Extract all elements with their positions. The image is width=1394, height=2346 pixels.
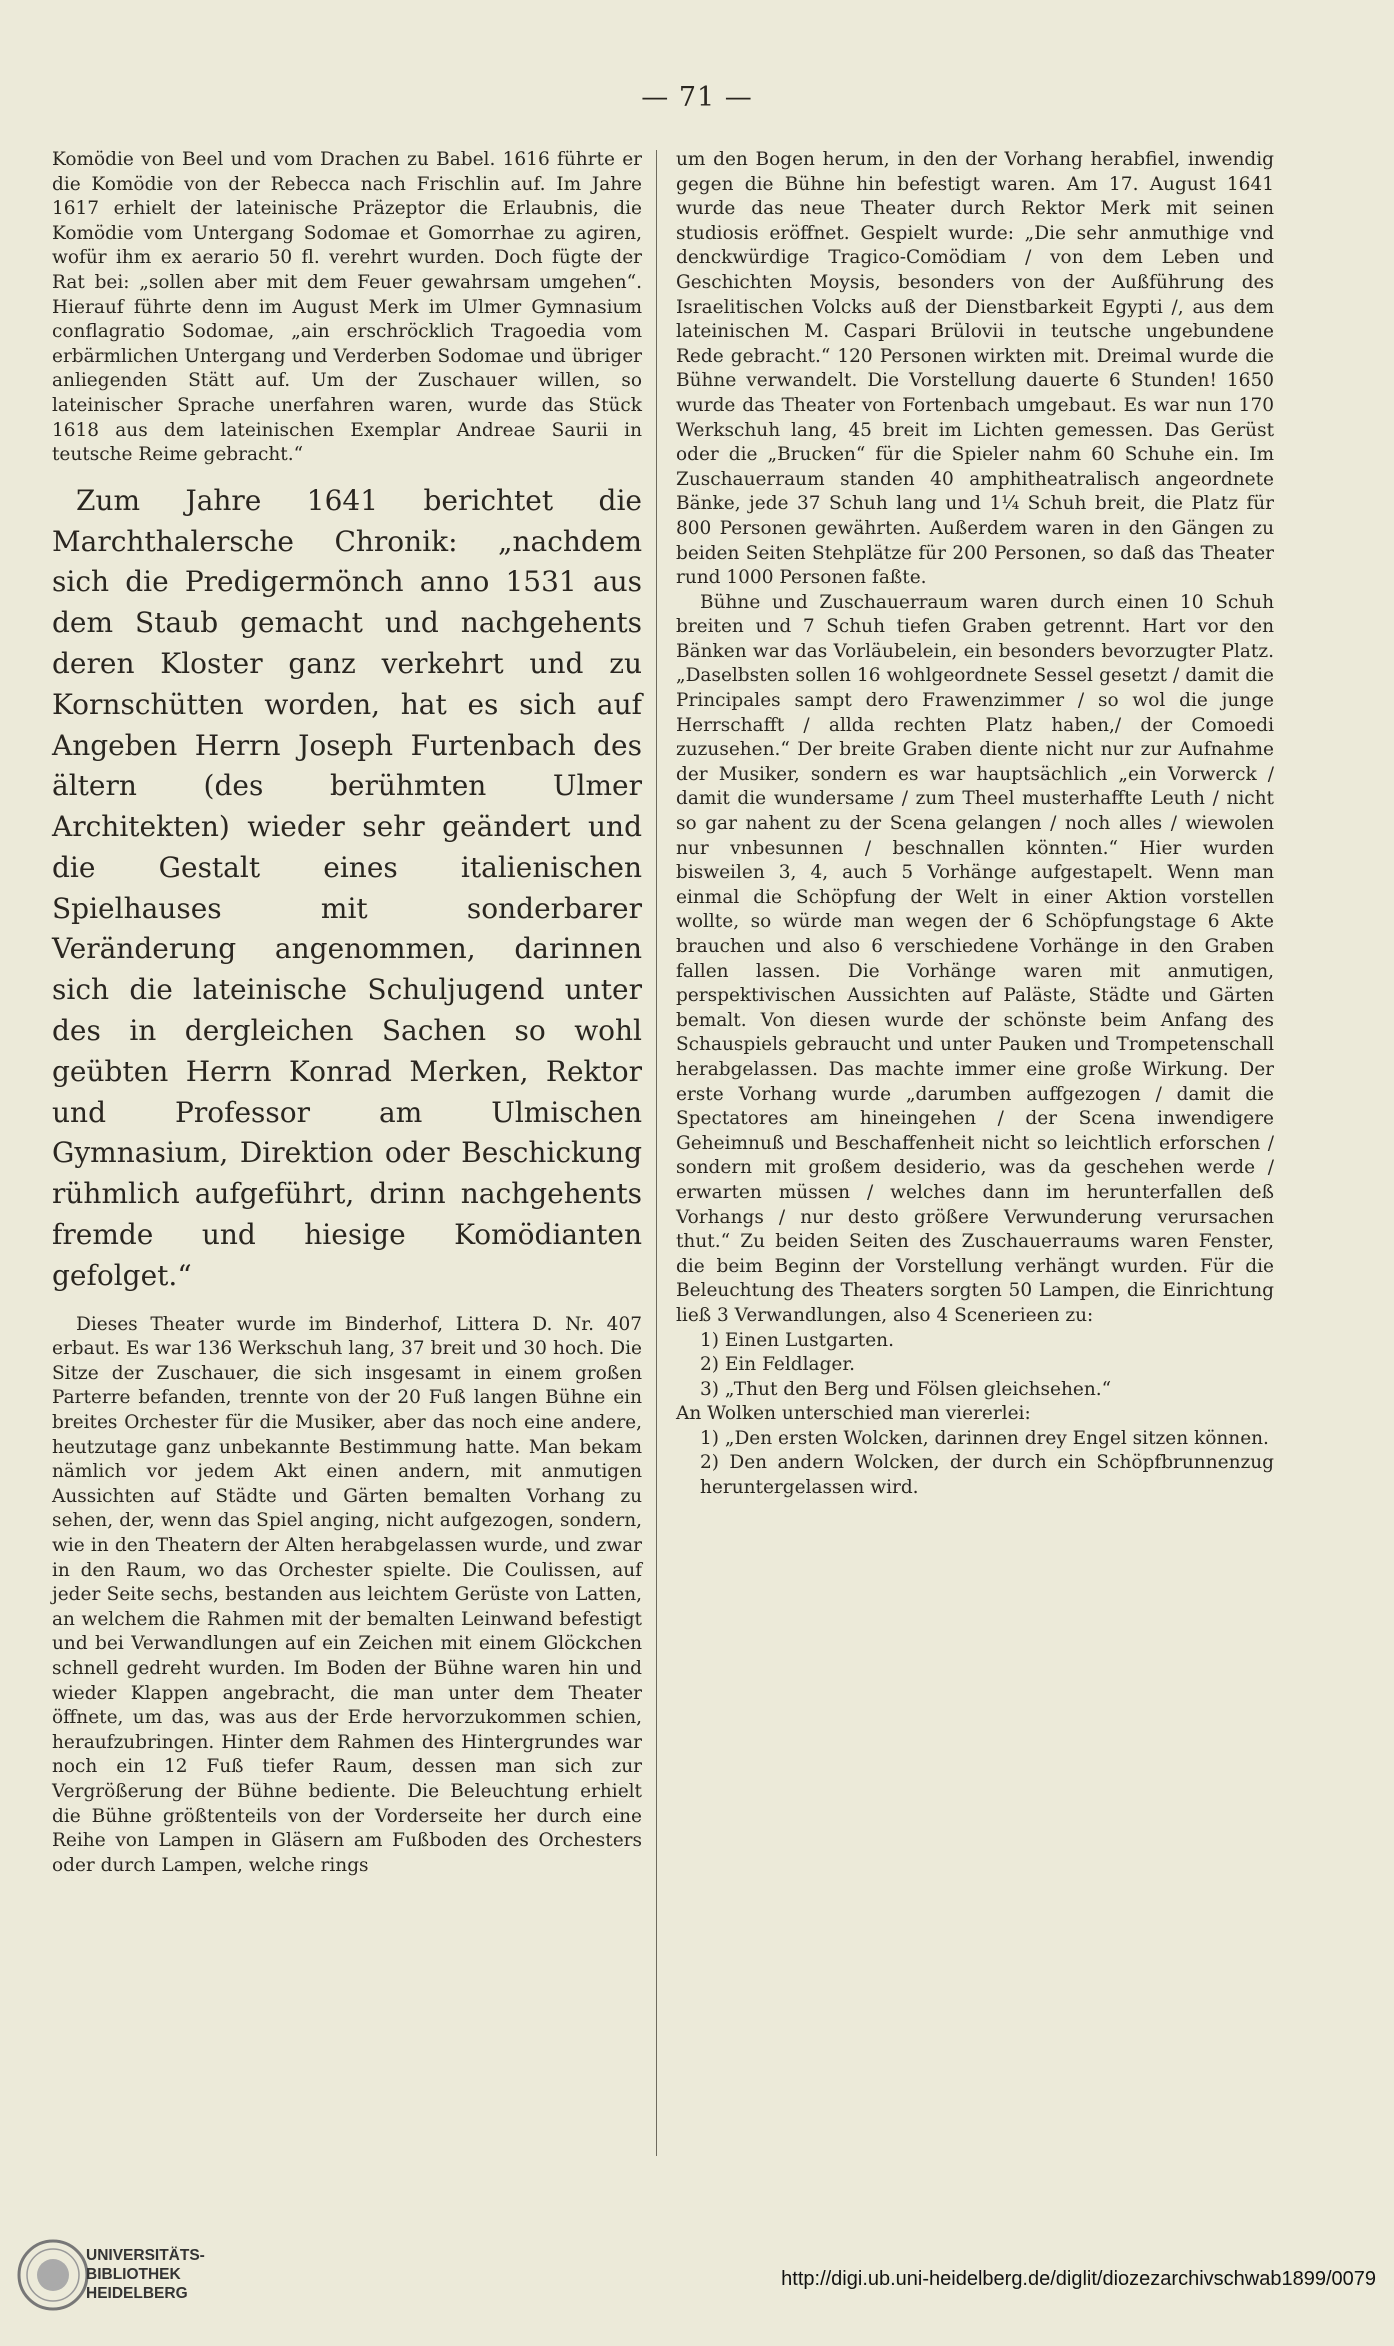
library-line-2: BIBLIOTHEK bbox=[86, 2266, 181, 2283]
page-number: — 71 — bbox=[641, 82, 753, 113]
list-item: 2) Ein Feldlager. bbox=[700, 1354, 856, 1376]
right-column bbox=[676, 148, 1274, 1501]
column-divider bbox=[656, 150, 657, 2156]
library-line-1: UNIVERSITÄTS- bbox=[86, 2247, 205, 2264]
list-item: 2) Den andern Wolcken, der durch ein Schöpfbrunnenzug heruntergelassen wird. bbox=[700, 1452, 1274, 1499]
library-line-3: HEIDELBERG bbox=[86, 2285, 188, 2302]
library-name bbox=[86, 2246, 205, 2303]
university-seal-icon bbox=[16, 2238, 90, 2312]
list-item: 1) Einen Lustgarten. bbox=[700, 1329, 894, 1351]
right-paragraph-3: An Wolken unterschied man viererlei: bbox=[676, 1403, 1031, 1425]
footer bbox=[0, 2200, 1394, 2346]
right-paragraph-1: um den Bogen herum, in den der Vorhang herabfiel, inwendig gegen die Bühne hin befestigt waren. Am 17. August 1641 wurde das neue Theater durch Rektor Merk mit seinen studiosis eröffnet. Gespielt wurde: „Die sehr anmuthige vnd denckwürdige Tragico-Comödiam / von dem Leben und Geschichten Moysis, besonders von der Außführung des Israelitischen Volcks auß der Dienstbarkeit Egypti /, aus dem lateinischen M. Caspari Brülovii in teutsche ungebundene Rede gebracht.“ 120 Personen wirkten mit. Dreimal wurde die Bühne verwandelt. Die Vorstellung dauerte 6 Stunden! 1650 wurde das Theater von Fortenbach umgebaut. Es war nun 170 Werkschuh lang, 45 breit im Lichten gemessen. Das Gerüst oder die „Brucken“ für die Spieler nahm 60 Schuhe ein. Im Zuschauerraum standen 40 amphitheatralisch angeordnete Bänke, jede 37 Schuh lang und 1¼ Schuh breit, die Platz für 800 Personen gewährten. Außerdem waren in den Gängen zu beiden Seiten Stehplätze für 200 Personen, so daß das Theater rund 1000 Personen faßte. bbox=[676, 149, 1274, 589]
left-column bbox=[52, 148, 642, 1878]
list-item: 3) „Thut den Berg und Fölsen gleichsehen.“ bbox=[700, 1378, 1112, 1400]
left-paragraph-3: Dieses Theater wurde im Binderhof, Littera D. Nr. 407 erbaut. Es war 136 Werkschuh lang, 37 breit und 30 hoch. Die Sitze der Zuschauer, die sich insgesamt in einem großen Parterre befanden, trennte von der 20 Fuß langen Bühne ein breites Orchester für die Musiker, aber das noch eine andere, heutzutage ganz unbekannte Bestimmung hatte. Man bekam nämlich vor jedem Akt einen andern, mit anmutigen Aussichten auf Städte und Gärten bemalten Vorhang zu sehen, der, wenn das Spiel anging, nicht aufgezogen, sondern, wie in den Theatern der Alten herabgelassen wurde, und zwar in den Raum, wo das Orchester spielte. Die Coulissen, auf jeder Seite sechs, bestanden aus leichtem Gerüste von Latten, an welchem die Rahmen mit der bemalten Leinwand befestigt und bei Verwandlungen auf ein Zeichen mit einem Glöckchen schnell gedreht wurden. Im Boden der Bühne waren hin und wieder Klappen angebracht, die man unter dem Theater öffnete, um das, was aus der Erde hervorzukommen schien, heraufzubringen. Hinter dem Rahmen des Hintergrundes war noch ein 12 Fuß tiefer Raum, dessen man sich zur Vergrößerung der Bühne bediente. Die Beleuchtung erhielt die Bühne größtenteils von der Vorderseite her durch eine Reihe von Lampen in Gläsern am Fußboden des Orchesters oder durch Lampen, welche rings bbox=[52, 1313, 642, 1876]
right-paragraph-2: Bühne und Zuschauerraum waren durch einen 10 Schuh breiten und 7 Schuh tiefen Graben getrennt. Hart vor den Bänken war das Vorläubelein, ein besonders bevorzugter Platz. „Daselbsten sollen 16 wohlgeordnete Sessel gesetzt / damit die Principales sampt dero Frawenzimmer / so wol die junge Herrschafft / allda rechten Platz haben,/ der Comoedi zuzusehen.“ Der breite Graben diente nicht nur zur Aufnahme der Musiker, sondern es war hauptsächlich „ein Vorwerck / damit die wundersame / zum Theel musterhaffte Leuth / nicht so gar nahent zu der Scena gelangen / noch alles / wiewolen nur vnbesunnen / beschnallen könnten.“ Hier wurden bisweilen 3, 4, auch 5 Vorhänge aufgestapelt. Wenn man einmal die Schöpfung der Welt in einer Aktion vorstellen wollte, so würde man wegen der 6 Schöpfungstage 6 Akte brauchen und also 6 verschiedene Vorhänge in den Graben fallen lassen. Die Vorhänge waren mit anmutigen, perspektivischen Aussichten auf Paläste, Städte und Gärten bemalt. Von diesen wurde der schönste beim Anfang des Schauspiels gebraucht und unter Pauken und Trompetenschall herabgelassen. Das machte immer eine große Wirkung. Der erste Vorhang wurde „darumben auffgezogen / damit die Spectatores am hineingehen / der Scena inwendigere Geheimnuß und Beschaffenheit nicht so leichtlich erforschen / sondern mit großem desiderio, was da geschehen werde / erwarten müssen / welches dann im herunterfallen deß Vorhangs / nur desto größere Verwunderung verursachen thut.“ Zu beiden Seiten des Zuschauerraums waren Fenster, die beim Beginn der Vorstellung verhängt wurden. Für die Beleuchtung des Theaters sorgten 50 Lampen, die Einrichtung ließ 3 Verwandlungen, also 4 Scenerieen zu: bbox=[676, 591, 1274, 1326]
left-paragraph-1: Komödie von Beel und vom Drachen zu Babel. 1616 führte er die Komödie von der Rebecca nach Frischlin auf. Im Jahre 1617 erhielt der lateinische Präzeptor die Erlaubnis, die Komödie vom Untergang Sodomae et Gomorrhae zu agiren, wofür ihm ex aerario 50 fl. verehrt wurden. Doch fügte der Rat bei: „sollen aber mit dem Feuer gewahrsam umgehen“. Hierauf führte denn im August Merk im Ulmer Gymnasium conflagratio Sodomae, „ain erschröcklich Tragoedia vom erbärmlichen Untergang und Verderben Sodomae und übriger anliegenden Stätt auf. Um der Zuschauer willen, so lateinischer Sprache unerfahren waren, wurde das Stück 1618 aus dem lateinischen Exemplar Andreae Saurii in teutsche Reime gebracht.“ bbox=[52, 149, 642, 466]
left-paragraph-2-chronicle-quote: Zum Jahre 1641 berichtet die Marchthalersche Chronik: „nachdem sich die Predigermönch anno 1531 aus dem Staub gemacht und nachgehents deren Kloster ganz verkehrt und zu Kornschütten worden, hat es sich auf Angeben Herrn Joseph Furtenbach des ältern (des berühmten Ulmer Architekten) wieder sehr geändert und die Gestalt eines italienischen Spielhauses mit sonderbarer Veränderung angenommen, darinnen sich die lateinische Schuljugend unter des in dergleichen Sachen so wohl geübten Herrn Konrad Merken, Rektor und Professor am Ulmischen Gymnasium, Direktion oder Beschickung rühmlich aufgeführt, drinn nachgehents fremde und hiesige Komödianten gefolget.“ bbox=[52, 483, 642, 1292]
list-item: 1) „Den ersten Wolcken, darinnen drey Engel sitzen können. bbox=[700, 1427, 1269, 1449]
source-url-link[interactable]: http://digi.ub.uni-heidelberg.de/diglit/diozezarchivschwab1899/0079 bbox=[781, 2268, 1376, 2290]
